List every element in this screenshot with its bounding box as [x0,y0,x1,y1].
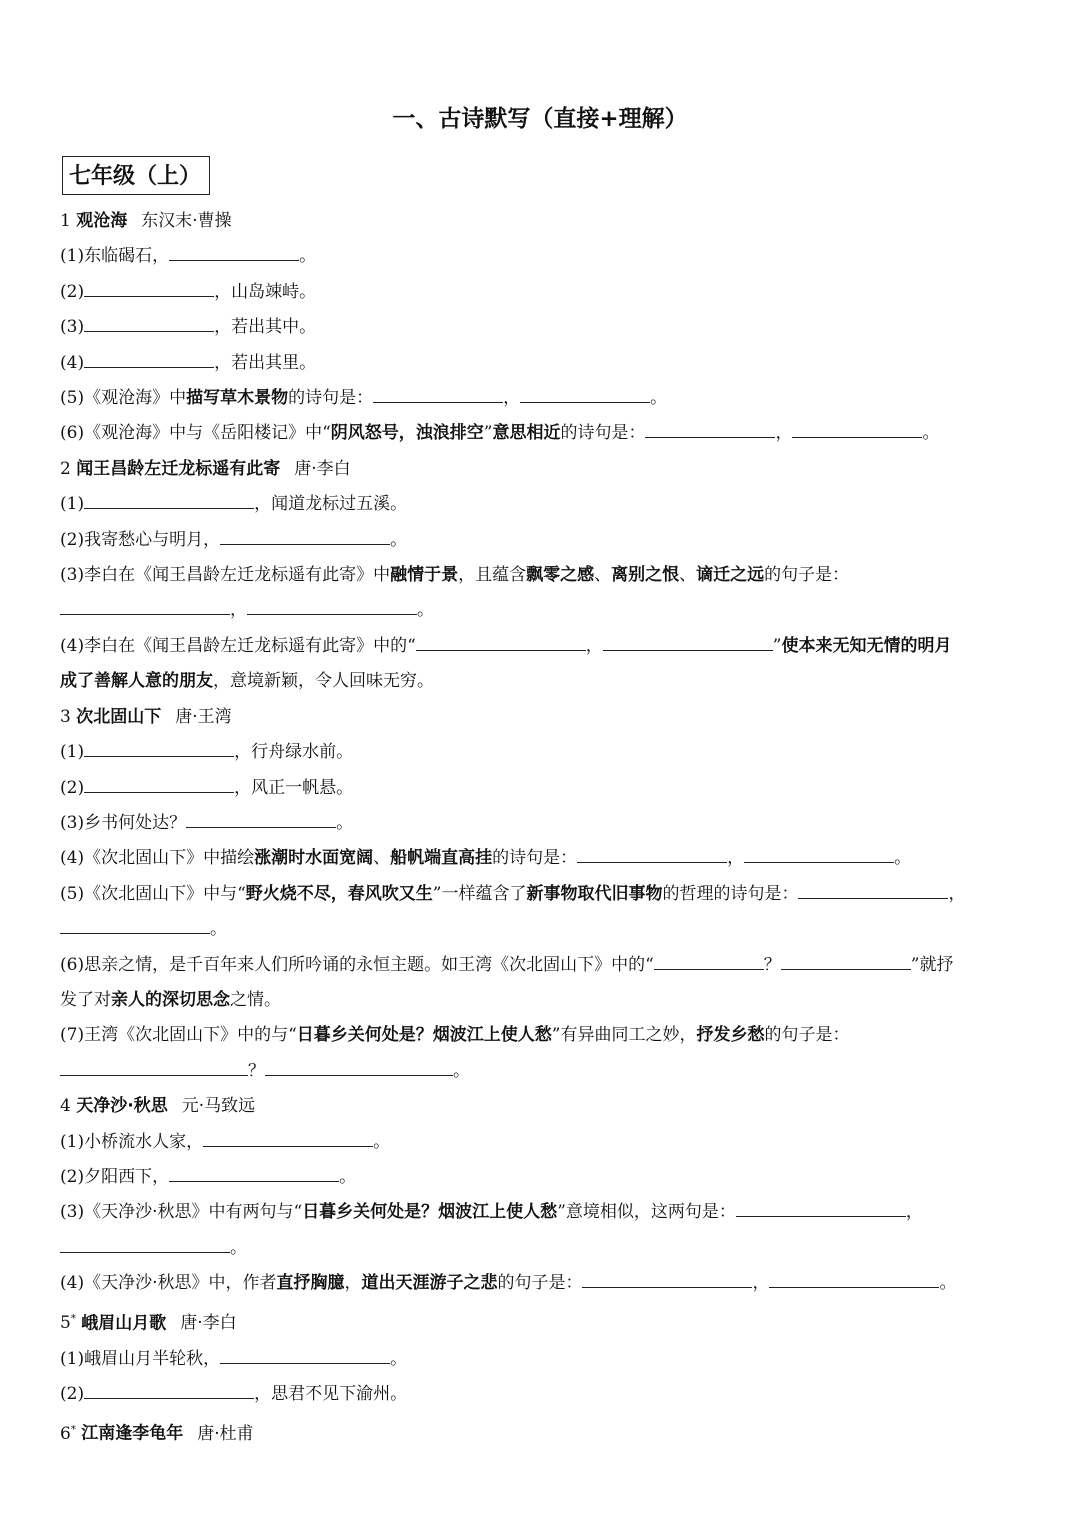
key-phrase: 离别之恨 [611,565,680,586]
answer-blank [736,1198,906,1217]
poem-number: 5* [60,1313,76,1334]
question-text: (2) [60,777,85,798]
poem-number: 2 [60,458,71,479]
poem-heading [60,700,1025,735]
poem-number: 3 [60,706,71,727]
poem-number: 6* [60,1424,76,1445]
question-text: 。 [373,1131,391,1152]
poem-heading [60,204,1025,239]
question-text: (1)峨眉山月半轮秋， [60,1348,221,1369]
question-text: (2) [60,1384,85,1405]
key-phrase: 道出天涯游子之悲 [361,1273,498,1294]
question-line [60,558,1025,593]
question-text: (2)我寄愁心与明月， [60,529,221,550]
question-text: ”一样蕴含了 [432,883,527,904]
question-text: 的诗句是： [288,388,374,409]
question-text: ，闻道龙标过五溪。 [254,494,408,515]
question-text: (4) [60,352,85,373]
key-phrase: 日暮乡关何处是？烟波江上使人愁 [302,1202,558,1223]
question-text: ，行舟绿水前。 [234,742,354,763]
question-text: 发了对 [60,989,111,1010]
question-text: (4)《天净沙·秋思》中，作者 [60,1273,277,1294]
grade-heading: 七年级（上） [62,156,210,195]
question-line [60,629,1025,664]
answer-blank [373,384,503,403]
answer-blank [247,596,417,615]
question-text: (3)乡书何处达？ [60,812,187,833]
answer-blank [769,1269,939,1288]
exercise-list [60,204,1025,1453]
question-line [60,1018,1025,1053]
key-phrase: 抒发乡愁 [696,1025,765,1046]
answer-blank [186,809,336,828]
poem-author: 东汉末·曹操 [141,211,232,231]
poem-number: 4 [60,1096,71,1117]
question-text: (3)李白在《闻王昌龄左迁龙标遥有此寄》中 [60,565,391,586]
question-text: 。 [299,246,317,267]
answer-blank [60,1057,248,1076]
question-text: 。 [939,1273,957,1294]
question-line [60,239,1025,274]
question-text: ，意境新颖，令人回味无穷。 [213,671,434,692]
answer-blank [60,915,210,934]
question-text: (4)《次北固山下》中描绘 [60,848,255,869]
question-text: ”意境相似，这两句是： [557,1202,736,1223]
question-text: (2)夕阳西下， [60,1166,170,1187]
question-text: ，且蕴含 [458,565,527,586]
question-text: 。 [390,1348,408,1369]
question-text: ” [483,423,493,444]
question-text: ，若出其里。 [214,352,317,373]
answer-blank [577,844,727,863]
question-line [60,1125,1025,1160]
question-text: ， [727,848,745,869]
question-line [60,877,1025,912]
poem-author: 唐·李白 [180,1313,237,1334]
poem-title: 江南逢李龟年 [81,1424,184,1445]
key-phrase: 新事物取代旧事物 [526,883,663,904]
key-phrase: 描写草木景物 [186,388,289,409]
poem-title: 天净沙·秋思 [76,1096,168,1117]
answer-blank [416,632,586,651]
question-text: (7)王湾《次北固山下》中的与“ [60,1025,297,1046]
answer-blank [84,349,214,368]
question-line [60,1266,1025,1301]
question-text: 。 [922,423,940,444]
question-text: 。 [210,919,227,940]
answer-blank [520,384,650,403]
question-text: 、 [679,565,697,586]
question-text: (1) [60,494,85,515]
poem-heading [60,452,1025,487]
poem-author: 唐·杜甫 [197,1424,254,1445]
key-phrase: 涨潮时水面宽阔 [254,848,374,869]
answer-blank [84,490,254,509]
key-phrase: 日暮乡关何处是？烟波江上使人愁 [296,1025,552,1046]
question-text: 。 [390,529,408,550]
question-text: ， [344,1273,362,1294]
answer-blank [792,419,922,438]
question-text: 。 [336,812,354,833]
question-text: ”有异曲同工之妙， [551,1025,697,1046]
question-text: (3) [60,317,85,338]
poem-number: 1 [60,211,71,231]
question-line [60,593,1025,628]
answer-blank [603,632,773,651]
question-text: ？ [248,1060,265,1081]
answer-blank [781,951,911,970]
answer-blank [60,596,230,615]
page-title: 一、古诗默写（直接+理解） [392,106,688,132]
question-line [60,1160,1025,1195]
question-text: 、 [594,565,612,586]
question-text: (1)东临碣石， [60,246,170,267]
question-text: ” [772,635,782,656]
answer-blank [84,738,234,757]
question-line [60,841,1025,876]
question-text: 、 [373,848,391,869]
answer-blank [265,1057,453,1076]
question-text: 的诗句是： [560,423,646,444]
answer-blank [798,880,948,899]
answer-blank [84,278,214,297]
question-line [60,1195,1025,1230]
poem-heading [60,1089,1025,1124]
question-text: 。 [894,848,912,869]
question-text: (6)《观沧海》中与《岳阳楼记》中“ [60,423,331,444]
answer-blank [582,1269,752,1288]
question-line [60,416,1025,451]
question-text: 的句子是： [764,565,850,586]
poem-title: 峨眉山月歌 [81,1313,167,1334]
question-text: (4)李白在《闻王昌龄左迁龙标遥有此寄》中的“ [60,635,416,656]
answer-blank [84,1380,254,1399]
question-text: ，山岛竦峙。 [214,281,317,302]
poem-author: 元·马致远 [181,1096,256,1117]
question-line [60,912,1025,947]
question-text: (5)《次北固山下》中与“ [60,883,246,904]
key-phrase: 亲人的深切思念 [111,989,230,1010]
question-text: (1)小桥流水人家， [60,1131,204,1152]
question-line [60,948,1025,983]
answer-blank [169,242,299,261]
poem-title: 次北固山下 [76,706,162,727]
key-phrase: 船帆端直高挂 [390,848,493,869]
answer-blank [84,313,214,332]
question-text: 的诗句是： [492,848,578,869]
question-line [60,310,1025,345]
answer-blank [84,774,234,793]
question-line [60,806,1025,841]
question-line [60,1377,1025,1412]
question-line [60,487,1025,522]
key-phrase: 意思相近 [492,423,561,444]
question-text: ， [585,635,603,656]
question-text: (3)《天净沙·秋思》中有两句与“ [60,1202,303,1223]
question-line [60,771,1025,806]
question-line [60,275,1025,310]
poem-author: 唐·王湾 [175,706,232,727]
question-text: ， [905,1202,923,1223]
question-text: (5)《观沧海》中 [60,388,187,409]
question-text: 的句子是： [764,1025,850,1046]
answer-blank [169,1163,339,1182]
question-line [60,735,1025,770]
key-phrase: 谪迁之远 [696,565,765,586]
poem-author: 唐·李白 [294,458,351,479]
question-line [60,381,1025,416]
poem-title: 闻王昌龄左迁龙标遥有此寄 [76,458,281,479]
poem-heading [60,1302,1025,1342]
question-text: (2) [60,281,85,302]
answer-blank [645,419,775,438]
question-text: ，思君不见下渝州。 [254,1384,408,1405]
question-text: 。 [453,1060,470,1081]
answer-blank [654,951,764,970]
poem-title: 观沧海 [76,211,128,231]
question-text: 。 [339,1166,357,1187]
question-text: 的句子是： [497,1273,583,1294]
question-text: 。 [650,388,668,409]
question-text: 之情。 [230,989,281,1010]
question-line [60,1054,1025,1089]
question-text: 。 [230,1237,247,1258]
question-text: ， [948,883,966,904]
answer-blank [203,1128,373,1147]
question-text: (1) [60,742,85,763]
question-text: ， [775,423,793,444]
question-text: ， [752,1273,770,1294]
question-text: ，风正一帆悬。 [234,777,354,798]
answer-blank [60,1234,230,1253]
poem-heading [60,1412,1025,1452]
question-text: 的哲理的诗句是： [662,883,799,904]
question-text: (6)思亲之情，是千百年来人们所吟诵的永恒主题。如王湾《次北固山下》中的“ [60,954,654,975]
question-line [60,983,1025,1018]
question-line [60,664,1025,699]
question-text: 。 [417,600,434,621]
question-line [60,523,1025,558]
key-phrase: 融情于景 [390,565,459,586]
question-text: ？ [763,954,781,975]
answer-blank [744,844,894,863]
question-text: ， [503,388,521,409]
answer-blank [220,1345,390,1364]
question-text: ，若出其中。 [214,317,317,338]
key-phrase: 阴风怒号，浊浪排空 [330,423,484,444]
key-phrase: 直抒胸臆 [276,1273,345,1294]
key-phrase: 使本来无知无情的明月 [781,635,952,656]
answer-blank [220,526,390,545]
key-phrase: 野火烧不尽，春风吹又生 [245,883,433,904]
key-phrase: 飘零之感 [526,565,595,586]
key-phrase: 成了善解人意的朋友 [60,671,213,692]
question-line [60,346,1025,381]
question-text: ， [230,600,247,621]
question-line [60,1342,1025,1377]
question-line [60,1231,1025,1266]
question-text: ”就抒 [910,954,954,975]
